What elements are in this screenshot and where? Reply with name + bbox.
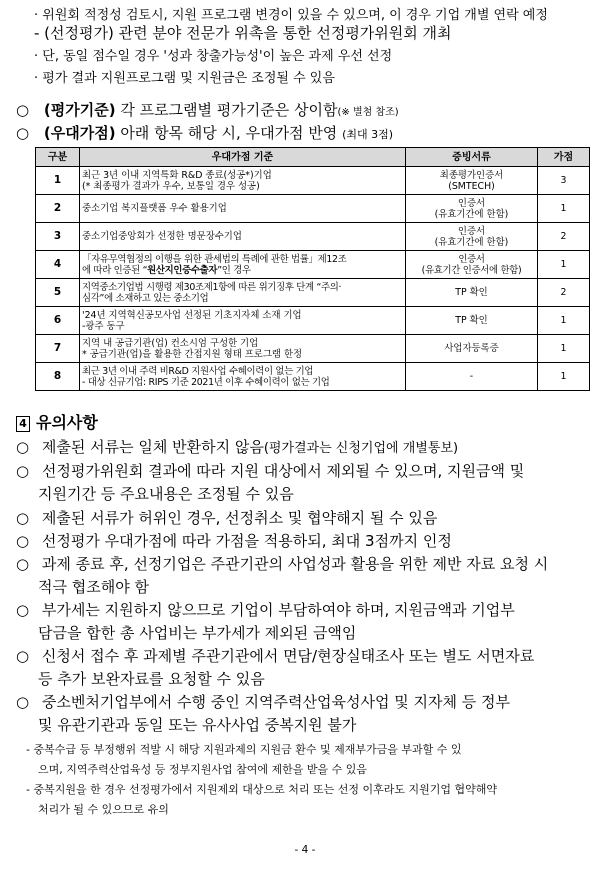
document-text: - <box>469 371 474 382</box>
row-points: 1 <box>538 251 590 279</box>
header-points: 가점 <box>538 148 590 167</box>
note-text: 선정평가 우대가점에 따라 가점을 적용하되, 최대 3점까지 인정 <box>41 532 452 550</box>
note-item <box>16 507 437 528</box>
row-criteria <box>80 363 406 391</box>
note-text-continued: 등 추가 보완자료를 요청할 수 있음 <box>38 670 265 688</box>
dash-note-continued: 처리가 될 수 있으므로 유의 <box>38 803 169 816</box>
table-row <box>36 195 590 223</box>
note-text: 제출된 서류가 허위인 경우, 선정취소 및 협약해지 될 수 있음 <box>41 509 438 527</box>
note-text: 선정평가위원회 결과에 따라 지원 대상에서 제외될 수 있으며, 지원금액 및 <box>41 462 525 480</box>
row-number: 4 <box>36 251 80 279</box>
section-heading <box>16 410 98 433</box>
bullet-circle: ○ <box>16 462 30 480</box>
criteria-subtext-pre: 에 따라 인증된 “ <box>82 264 148 276</box>
note-text-continued: 지원기간 등 주요내용은 조정될 수 있음 <box>38 485 294 503</box>
row-criteria <box>80 279 406 307</box>
criteria-text: 중소기업중앙회가 선정한 명문장수기업 <box>82 231 242 242</box>
criteria-text: 「자유무역협정의 이행을 위한 관세법의 특례에 관한 법률」제12조 <box>82 253 347 265</box>
criteria-subtext: - 대상 신규기업: RIPS 기준 2021년 이후 수혜이력이 없는 기업 <box>82 376 330 388</box>
document-text: TP 확인 <box>455 315 488 326</box>
row-points: 2 <box>538 223 590 251</box>
preference-text: 아래 항목 해당 시, 우대가점 반영 <box>115 124 338 142</box>
document-subtext: (유효기간에 한함) <box>434 236 509 248</box>
dash-note-continued: 으며, 지역주력산업육성 등 정부지원사업 참여에 제한을 받을 수 있음 <box>38 763 367 776</box>
row-number: 5 <box>36 279 80 307</box>
note-item <box>16 436 458 457</box>
row-points: 1 <box>538 307 590 335</box>
note-text: 중소벤처기업부에서 수행 중인 지역주력산업육성사업 및 지자체 등 정부 <box>41 693 510 711</box>
dash-note: - 중복지원을 한 경우 선정평가에서 지원제외 대상으로 처리 또는 선정 이후라도 지원기업 협약해약 <box>26 783 497 796</box>
row-documents <box>406 279 538 307</box>
note-item <box>16 645 534 666</box>
document-text: 인증서 <box>458 253 485 265</box>
bullet-circle: ○ <box>16 101 30 119</box>
page-number: - 4 - <box>294 844 316 856</box>
dash-note: - 중복수급 등 부정행위 적발 시 해당 지원과제의 지원금 환수 및 제재부가금을 부과할 수 있 <box>26 743 462 756</box>
note-text-continued: 담금을 합한 총 사업비는 부가세가 제외된 금액임 <box>38 624 357 642</box>
note-item <box>16 530 452 551</box>
document-text: 인증서 <box>457 225 486 237</box>
note-item <box>16 599 515 620</box>
section-number-box: 4 <box>16 416 30 432</box>
note-line-program-change: · 위원회 적정성 검토시, 지원 프로그램 변경이 있을 수 있으며, 이 경우 기업 개별 연락 예정 <box>34 8 548 23</box>
row-criteria <box>80 167 406 195</box>
criteria-label: (평가기준) <box>43 101 116 119</box>
criteria-text: 각 프로그램별 평가기준은 상이함 <box>115 101 338 119</box>
criteria-text: 중소기업 복지플랫폼 우수 활용기업 <box>82 203 227 214</box>
table-row <box>36 167 590 195</box>
row-number: 6 <box>36 307 80 335</box>
note-text: 신청서 접수 후 과제별 주관기관에서 면담/현장실태조사 또는 별도 서면자료 <box>41 647 535 665</box>
bullet-circle: ○ <box>16 647 30 665</box>
row-points: 3 <box>538 167 590 195</box>
criteria-subtext-bold: 원산지인증수출자 <box>147 264 218 276</box>
note-item <box>16 460 524 481</box>
bullet-circle: ○ <box>16 124 30 142</box>
row-documents <box>406 195 538 223</box>
note-text: 과제 종료 후, 선정기업은 주관기관의 사업성과 활용을 위한 제반 자료 요청 시 <box>41 555 549 573</box>
table-row <box>36 335 590 363</box>
note-aside: (평가결과는 신청기업에 개별통보) <box>263 441 459 456</box>
criteria-text: 최근 3년 이내 주력 비R&D 지원사업 수혜이력이 없는 기업 <box>82 365 314 377</box>
criteria-subtext <box>82 265 403 276</box>
bullet-circle: ○ <box>16 532 30 550</box>
row-number: 2 <box>36 195 80 223</box>
table-row <box>36 251 590 279</box>
criteria-text: 지역 내 공급기관(업) 컨소시엄 구성한 기업 <box>82 337 259 349</box>
table-row <box>36 279 590 307</box>
criteria-text: 지역중소기업법 시행령 제30조제1항에 따른 위기징후 단계 “주의· <box>82 281 342 293</box>
preference-line <box>16 122 393 143</box>
criteria-subtext: 심각”에 소재하고 있는 중소기업 <box>82 292 209 304</box>
adjustment-note: · 평가 결과 지원프로그램 및 지원금은 조정될 수 있음 <box>34 71 335 86</box>
row-documents <box>406 335 538 363</box>
criteria-subtext-post: ”인 경우 <box>217 264 251 276</box>
preference-note: (최대 3점) <box>342 128 394 141</box>
section-title: 유의사항 <box>36 413 98 432</box>
table-header-row <box>36 148 590 167</box>
note-item <box>16 553 548 574</box>
table-row <box>36 307 590 335</box>
criteria-text: 최근 3년 이내 지역특화 R&D 종료(성공*)기업 <box>82 169 272 181</box>
table-row <box>36 223 590 251</box>
document-text: 인증서 <box>457 197 486 209</box>
header-category: 구분 <box>36 148 80 167</box>
document-subtext: (유효기간 인증서에 한함) <box>421 264 522 276</box>
tie-break-note: · 단, 동일 점수일 경우 '성과 창출가능성'이 높은 과제 우선 선정 <box>34 49 393 64</box>
row-criteria <box>80 251 406 279</box>
row-points: 2 <box>538 279 590 307</box>
bullet-circle: ○ <box>16 555 30 573</box>
preference-table <box>35 147 590 391</box>
row-documents <box>406 223 538 251</box>
document-text: TP 확인 <box>455 287 488 298</box>
document-text: 사업자등록증 <box>444 343 499 354</box>
row-documents <box>406 307 538 335</box>
row-number: 1 <box>36 167 80 195</box>
note-text-continued: 및 유관기관과 동일 또는 유사사업 중복지원 불가 <box>38 716 357 734</box>
document-subtext: (유효기간에 한함) <box>434 208 509 220</box>
row-number: 8 <box>36 363 80 391</box>
note-text: 부가세는 지원하지 않으므로 기업이 부담하여야 하며, 지원금액과 기업부 <box>41 601 515 619</box>
criteria-subtext: * 공급기관(업)을 활용한 간접지원 형태 프로그램 한정 <box>82 348 303 360</box>
bullet-circle: ○ <box>16 438 30 456</box>
criteria-line <box>16 99 399 120</box>
table-row <box>36 363 590 391</box>
bullet-circle: ○ <box>16 601 30 619</box>
row-documents <box>406 251 538 279</box>
row-criteria <box>80 335 406 363</box>
row-points: 1 <box>538 363 590 391</box>
row-points: 1 <box>538 195 590 223</box>
row-documents <box>406 363 538 391</box>
row-points: 1 <box>538 335 590 363</box>
document-text: 최종평가인증서 <box>439 169 504 181</box>
document-subtext: (SMTECH) <box>448 180 495 192</box>
note-text: 제출된 서류는 일체 반환하지 않음 <box>41 438 264 456</box>
row-documents <box>406 167 538 195</box>
header-criteria: 우대가점 기준 <box>80 148 406 167</box>
preference-label: (우대가점) <box>43 124 116 142</box>
row-criteria <box>80 223 406 251</box>
row-criteria <box>80 307 406 335</box>
row-number: 3 <box>36 223 80 251</box>
row-criteria <box>80 195 406 223</box>
criteria-subtext: (* 최종평가 결과가 우수, 보통일 경우 성공) <box>82 180 260 192</box>
bullet-circle: ○ <box>16 693 30 711</box>
criteria-subtext: -광주 동구 <box>82 320 125 332</box>
selection-evaluation-line: - (선정평가) 관련 분야 전문가 위촉을 통한 선정평가위원회 개최 <box>34 24 452 42</box>
note-text-continued: 적극 협조해야 함 <box>38 578 149 596</box>
note-item <box>16 691 510 712</box>
criteria-note: (※ 별첨 참조) <box>337 107 399 118</box>
header-documents: 증빙서류 <box>406 148 538 167</box>
bullet-circle: ○ <box>16 509 30 527</box>
row-number: 7 <box>36 335 80 363</box>
criteria-text: '24년 지역혁신공모사업 선정된 기초지자체 소재 기업 <box>82 309 302 321</box>
